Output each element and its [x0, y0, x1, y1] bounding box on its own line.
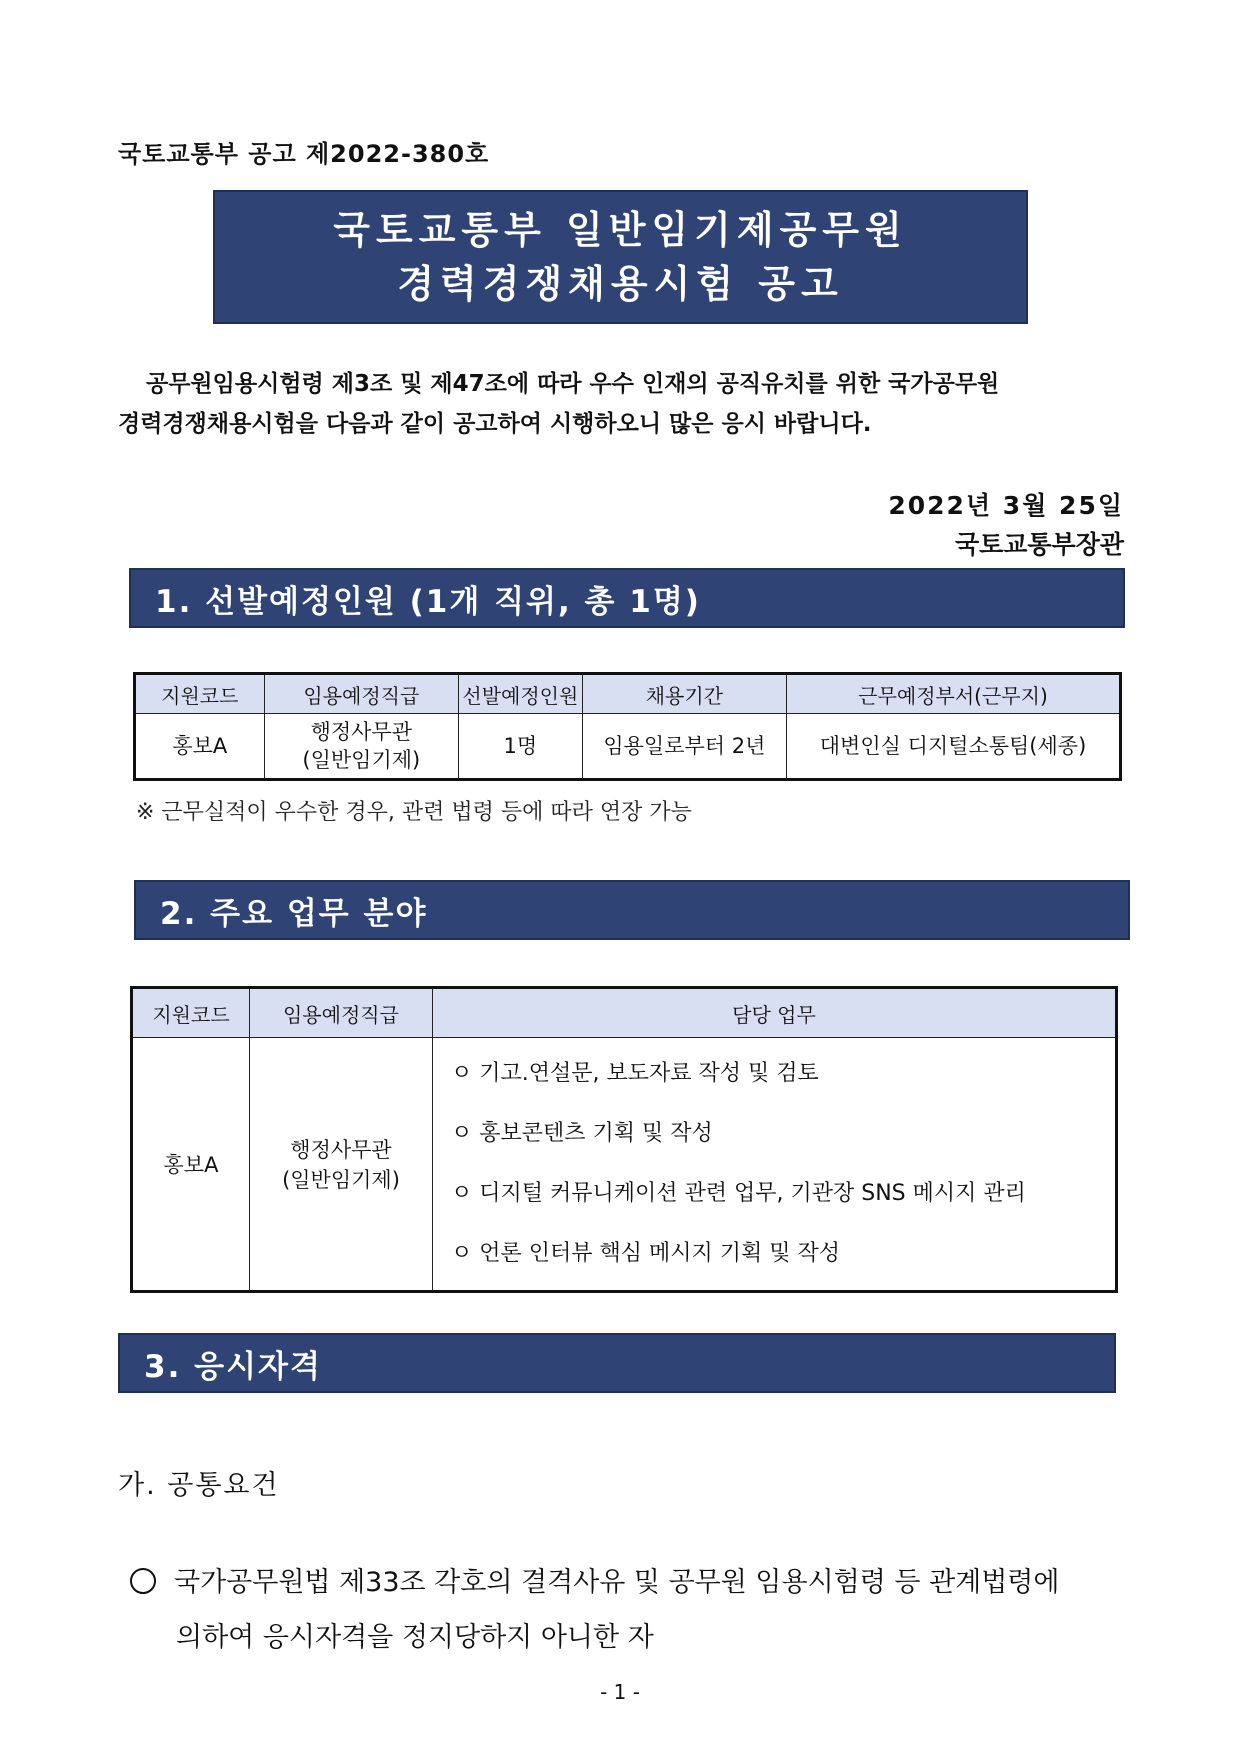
title-line-1: 국토교통부 일반임기제공무원 [333, 208, 908, 252]
col-period: 채용기간 [582, 674, 786, 714]
title-line-2: 경력경쟁채용시험 공고 [397, 262, 844, 306]
duty-item: ㅇ 언론 인터뷰 핵심 메시지 기획 및 작성 [451, 1241, 840, 1266]
table-row [135, 714, 1121, 780]
title-banner [213, 190, 1028, 324]
extension-note: ※ 근무실적이 우수한 경우, 관련 법령 등에 따라 연장 가능 [136, 800, 692, 825]
table-header-row [135, 674, 1121, 714]
cell-code: 홍보A [132, 1038, 250, 1292]
cell-duties [433, 1038, 1117, 1292]
requirement-line-2: 의하여 응시자격을 정지당하지 아니한 자 [176, 1622, 654, 1653]
cell-period: 임용일로부터 2년 [582, 714, 786, 780]
common-requirements-heading: 가. 공통요건 [118, 1470, 280, 1501]
issuer: 국토교통부장관 [954, 530, 1124, 559]
col-code: 지원코드 [135, 674, 265, 714]
grade-line-2: (일반임기제) [302, 748, 421, 772]
intro-line-2: 경력경쟁채용시험을 다음과 같이 공고하여 시행하오니 많은 응시 바랍니다. [118, 411, 872, 437]
col-duties: 담당 업무 [433, 988, 1117, 1038]
selection-table [133, 672, 1122, 781]
intro-paragraph [118, 364, 1124, 444]
requirement-item [130, 1555, 1130, 1665]
circle-bullet-icon [130, 1568, 156, 1594]
section-1-heading: 1. 선발예정인원 (1개 직위, 총 1명) [129, 568, 1125, 628]
col-department: 근무예정부서(근무지) [787, 674, 1121, 714]
duty-item: ㅇ 디지털 커뮤니케이션 관련 업무, 기관장 SNS 메시지 관리 [451, 1181, 1026, 1206]
grade-line-2: (일반임기제) [282, 1168, 400, 1192]
announcement-date: 2022년 3월 25일 [888, 491, 1124, 520]
requirement-line-1: 국가공무원법 제33조 각호의 결격사유 및 공무원 임용시험령 등 관계법령에 [174, 1567, 1060, 1598]
table-row [132, 1038, 1117, 1292]
section-2-heading: 2. 주요 업무 분야 [134, 880, 1130, 940]
duties-table [130, 986, 1118, 1293]
grade-line-1: 행정사무관 [310, 720, 413, 744]
col-grade: 임용예정직급 [264, 674, 458, 714]
col-headcount: 선발예정인원 [459, 674, 583, 714]
duty-item: ㅇ 기고.연설문, 보도자료 작성 및 검토 [451, 1061, 819, 1086]
intro-line-1: 공무원임용시험령 제3조 및 제47조에 따라 우수 인재의 공직유치를 위한 국가공무원 [146, 371, 1000, 397]
grade-line-1: 행정사무관 [290, 1138, 392, 1162]
col-grade: 임용예정직급 [250, 988, 433, 1038]
section-3-heading: 3. 응시자격 [118, 1333, 1116, 1393]
cell-headcount: 1명 [459, 714, 583, 780]
cell-department: 대변인실 디지털소통팀(세종) [787, 714, 1121, 780]
cell-grade [250, 1038, 433, 1292]
cell-code: 홍보A [135, 714, 265, 780]
notice-number: 국토교통부 공고 제2022-380호 [118, 140, 490, 168]
table-header-row [132, 988, 1117, 1038]
cell-grade [264, 714, 458, 780]
duty-item: ㅇ 홍보콘텐츠 기획 및 작성 [451, 1121, 713, 1146]
col-code: 지원코드 [132, 988, 250, 1038]
page-number: - 1 - [600, 1680, 640, 1704]
